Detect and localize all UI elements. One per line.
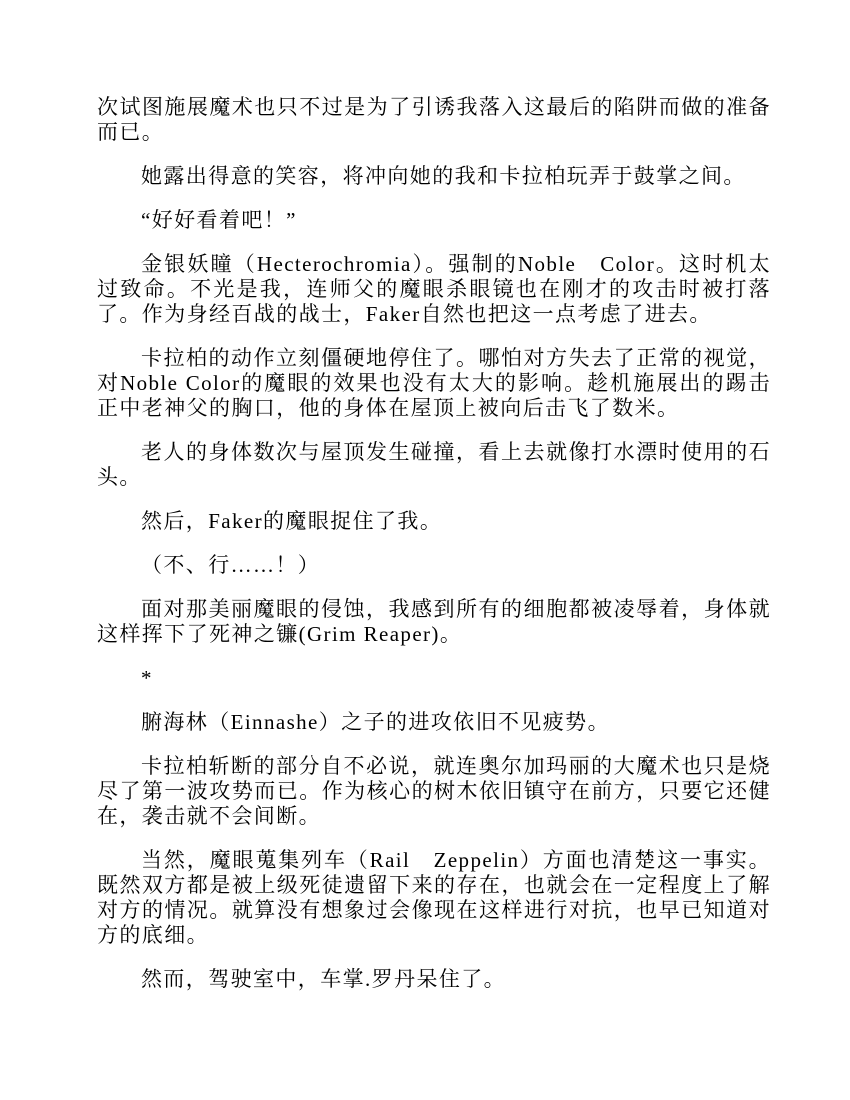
paragraph: “好好看着吧！”: [141, 208, 297, 232]
paragraph: 当然，魔眼蒐集列车（Rail Zeppelin）方面也清楚这一事实。既然双方都是被上级死徒遗留下来的存在，也就会在一定程度上了解对方的情况。就算没有想象过会像现在这样进行对抗，也早已知道对方的底细。: [97, 848, 771, 947]
paragraph: 她露出得意的笑容，将冲向她的我和卡拉柏玩弄于鼓掌之间。: [141, 164, 746, 188]
paragraph: 老人的身体数次与屋顶发生碰撞，看上去就像打水漂时使用的石头。: [97, 440, 771, 489]
paragraph: 然后，Faker的魔眼捉住了我。: [141, 509, 443, 533]
paragraph: （不、行……！）: [141, 553, 321, 577]
paragraph: 卡拉柏的动作立刻僵硬地停住了。哪怕对方失去了正常的视觉，对Noble Color的魔眼的效果也没有太大的影响。趁机施展出的踢击正中老神父的胸口，他的身体在屋顶上被向后击飞了数米。: [97, 346, 771, 420]
paragraph: 然而，驾驶室中，车掌.罗丹呆住了。: [141, 967, 507, 991]
paragraph: 次试图施展魔术也只不过是为了引诱我落入这最后的陷阱而做的准备而已。: [97, 95, 771, 144]
paragraph: 面对那美丽魔眼的侵蚀，我感到所有的细胞都被凌辱着，身体就这样挥下了死神之镰(Grim Reaper)。: [97, 597, 771, 646]
paragraph: 卡拉柏斩断的部分自不必说，就连奥尔加玛丽的大魔术也只是烧尽了第一波攻势而已。作为核心的树木依旧镇守在前方，只要它还健在，袭击就不会间断。: [97, 754, 771, 828]
paragraph: 金银妖瞳（Hecterochromia）。强制的Noble Color。这时机太过致命。不光是我，连师父的魔眼杀眼镜也在刚才的攻击时被打落了。作为身经百战的战士，Faker自然也把这一点考虑了进去。: [97, 252, 771, 326]
paragraph: 腑海林（Einnashe）之子的进攻依旧不见疲势。: [141, 710, 610, 734]
section-break-asterisk: *: [141, 666, 153, 690]
